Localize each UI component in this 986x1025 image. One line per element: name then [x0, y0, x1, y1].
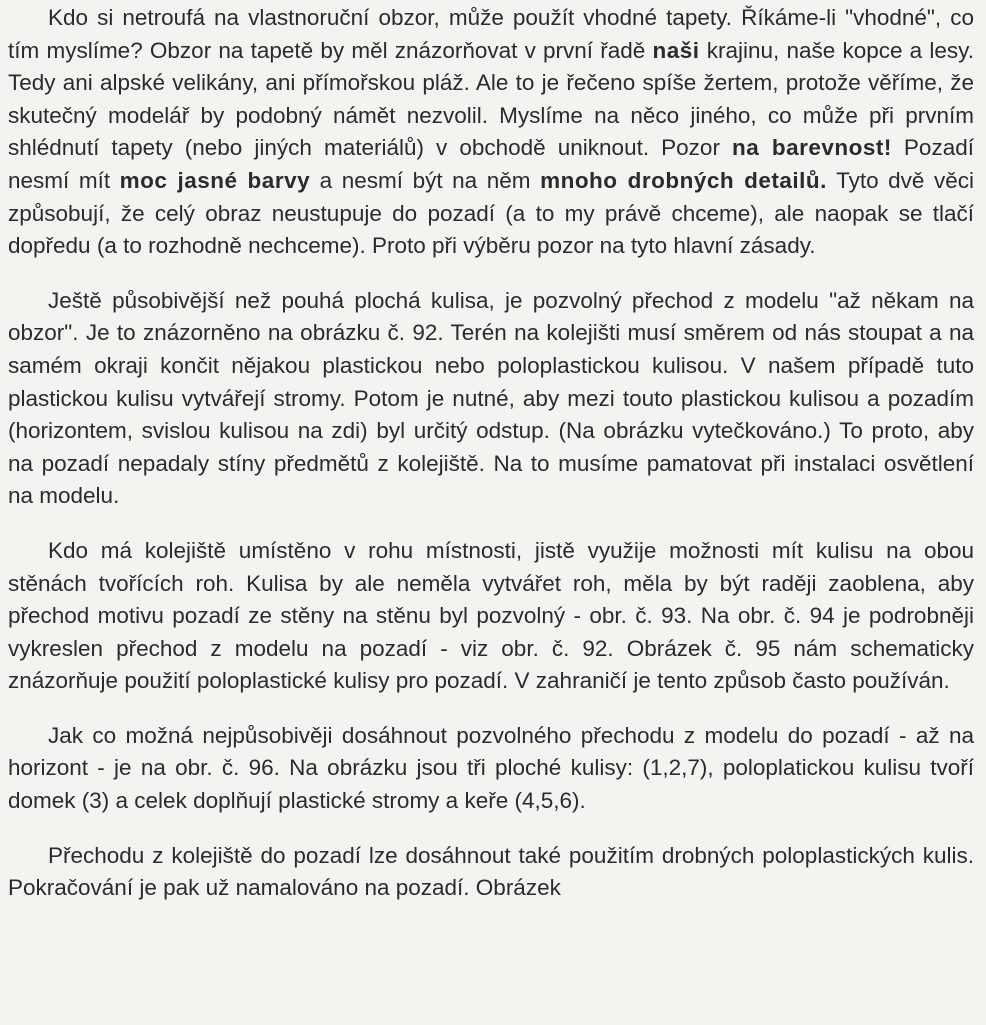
paragraph-semi-plastic-scenery: [8, 840, 974, 905]
text-run: Kdo si netroufá na vlastnoruční obzor, může použít vhodné tapety. Říkáme-li "vhodné", co tím myslíme? Obzor na tapetě by měl znázorňovat v první řadě: [8, 5, 974, 63]
text-run: Tyto dvě věci způsobují, že celý obraz neustupuje do pozadí (a to my právě chceme), ale naopak se tlačí dopředu (a to rozhodně nechceme). Proto při výběru pozor na tyto hlavní zásady.: [8, 167, 975, 259]
paragraph-horizon-transition: [8, 720, 974, 818]
paragraph-corner-layout: [8, 535, 974, 698]
bold-text-run: na barevnost!: [732, 135, 892, 161]
text-run: Pozadí nesmí mít: [8, 135, 974, 193]
bold-text-run: moc jasné barvy: [119, 167, 311, 193]
text-run: Jak co možná nejpůsobivěji dosáhnout pozvolného přechodu z modelu do pozadí - až na horizont - je na obr. č. 96. Na obrázku jsou tři ploché kulisy: (1,2,7), poloplatickou kulisu tvoří domek (3) a celek doplňují plastické stromy a keře (4,5,6).: [8, 722, 974, 814]
text-run: Přechodu z kolejiště do pozadí lze dosáhnout také použitím drobných poloplastických kulis. Pokračování je pak už namalováno na pozadí. Obrázek: [8, 842, 974, 901]
paragraph-wallpapers: [8, 2, 974, 263]
text-run: a nesmí být na něm: [310, 167, 541, 193]
bold-text-run: mnoho drobných detailů.: [540, 167, 827, 193]
text-run: Kdo má kolejiště umístěno v rohu místnosti, jistě využije možnosti mít kulisu na obou stěnách tvořících roh. Kulisa by ale neměla vytvářet roh, měla by být raději zaoblena, aby přechod motivu pozadí ze stěny na stěnu byl pozvolný - obr. č. 93. Na obr. č. 94 je podrobněji vykreslen přechod z modelu na pozadí - viz obr. č. 92. Obrázek č. 95 nám schematicky znázorňuje použití poloplastické kulisy pro pozadí. V zahraničí je tento způsob často používán.: [8, 537, 974, 694]
text-run: Ještě působivější než pouhá plochá kulisa, je pozvolný přechod z modelu "až někam na obzor". Je to znázorněno na obrázku č. 92. Terén na kolejišti musí směrem od nás stoupat a na samém okraji končit nějakou plastickou nebo poloplastickou kulisou. V našem případě tuto plastickou kulisu vytvářejí stromy. Potom je nutné, aby mezi touto plastickou kulisou a pozadím (horizontem, svislou kulisou na zdi) byl určitý odstup. (Na obrázku vytečkováno.) To proto, aby na pozadí nepadaly stíny předmětů z kolejiště. Na to musíme pamatovat při instalaci osvětlení na modelu.: [8, 287, 974, 509]
paragraph-gradual-transition: [8, 285, 974, 513]
bold-text-run: naši: [652, 37, 700, 63]
text-run: krajinu, naše kopce a lesy. Tedy ani alpské velikány, ani přímořskou pláž. Ale to je řečeno spíše žertem, protože věříme, že skutečný modelář by podobný námět nezvolil. Myslíme na něco jiného, co může při prvním shlédnutí tapety (nebo jiných materiálů) v obchodě uniknout. Pozor: [8, 37, 974, 161]
